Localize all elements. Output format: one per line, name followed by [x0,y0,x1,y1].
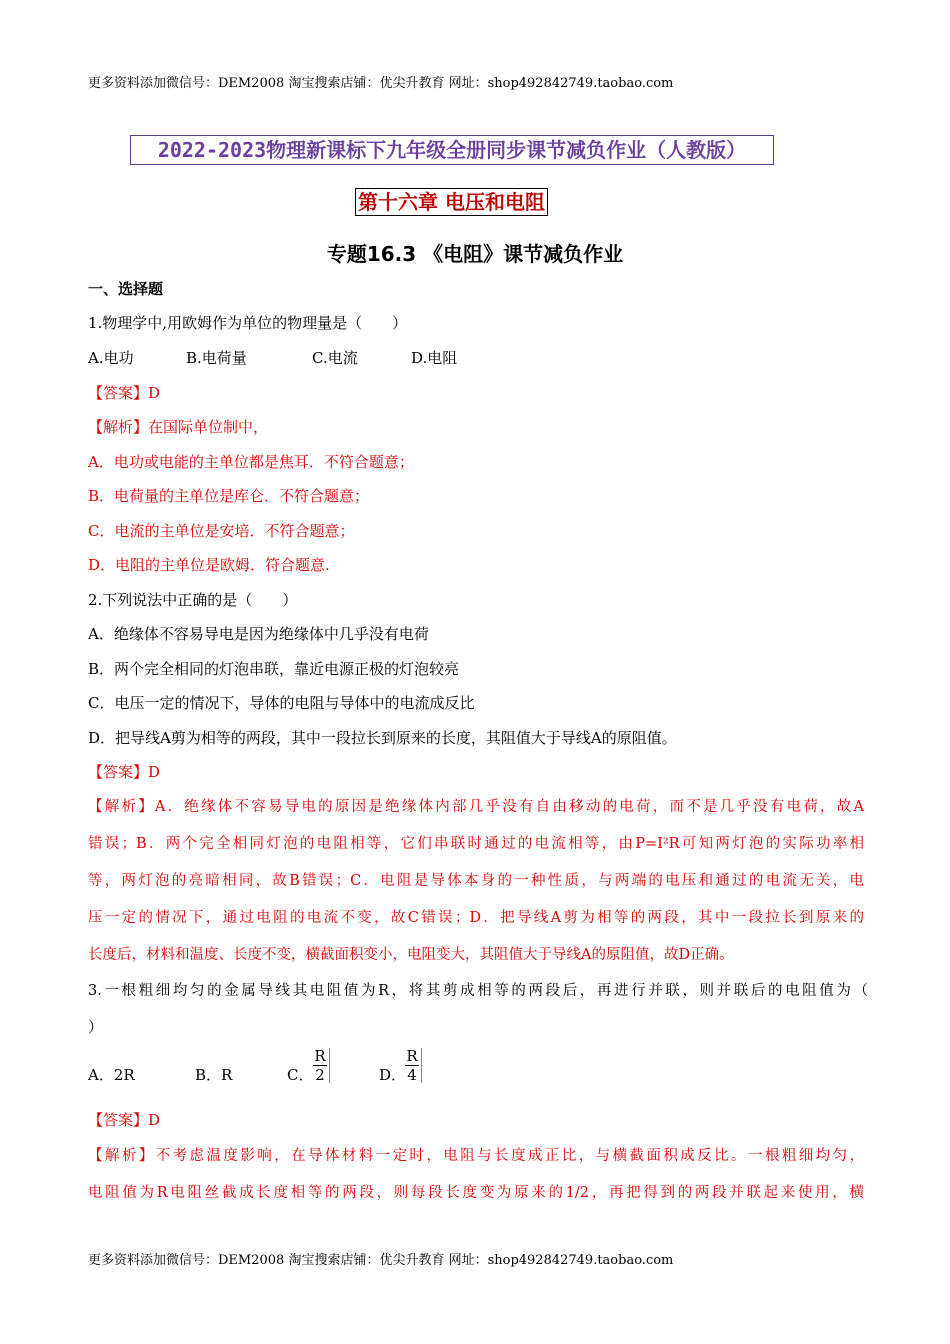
q1-analysis-label: 【解析】 [88,418,149,436]
footer-text: 更多资料添加微信号：DEM2008 淘宝搜索店铺：优尖升教育 网址：shop492842749.taobao.com [88,1253,674,1268]
q3-analysis-line-2: 电阻值为R电阻丝截成长度相等的两段，则每段长度变为原来的1/2，再把得到的两段并联起来使用，横 [88,1185,864,1201]
q3-stem-line-2: ） [88,1018,104,1036]
q1-options [88,348,868,368]
q2-option-a: A．绝缘体不容易导电是因为绝缘体中几乎没有电荷 [88,625,429,643]
q1-analysis-a: A．电功或电能的主单位都是焦耳．不符合题意； [88,453,414,471]
q2-stem: 2.下列说法中正确的是（ ） [88,591,298,609]
fraction-denominator: 2 [315,1066,325,1084]
q1-option-a: A.电功 [88,349,134,367]
q3-stem-line-1: 3.一根粗细均匀的金属导线其电阻值为R，将其剪成相等的两段后，再进行并联，则并联后的电阻值为（ [88,983,868,999]
q2-answer: 【答案】D [88,763,161,781]
section-heading: 一、选择题 [88,280,164,298]
q3-fraction-d [405,1048,419,1083]
q2-analysis-line-4: 压一定的情况下，通过电阻的电流不变，故C错误；D．把导线A剪为相等的两段，其中一段拉长到原来的 [88,910,864,926]
fraction-edge [329,1048,330,1083]
q2-option-d: D．把导线A剪为相等的两段，其中一段拉长到原来的长度，其阻值大于导线A的原阻值。 [88,729,677,747]
q3-analysis-line-1: 【解析】不考虑温度影响，在导体材料一定时，电阻与长度成正比，与横截面积成反比。一根粗细均匀， [88,1148,865,1164]
q3-options [88,1048,868,1092]
q3-option-d: D． [379,1066,407,1084]
q1-option-d: D.电阻 [411,349,458,367]
topic-title: 专题16.3 《电阻》课节减负作业 [326,242,624,266]
q2-option-b: B．两个完全相同的灯泡串联，靠近电源正极的灯泡较亮 [88,660,460,678]
q3-answer: 【答案】D [88,1111,161,1129]
chapter-title: 第十六章 电压和电阻 [355,188,548,216]
q2-analysis-line-3: 等，两灯泡的亮暗相同，故B错误；C．电阻是导体本身的一种性质，与两端的电压和通过的电流无关，电 [88,873,864,889]
q1-analysis-c: C．电流的主单位是安培．不符合题意； [88,522,355,540]
q3-fraction-c [313,1048,327,1083]
q1-option-c: C.电流 [312,349,358,367]
q1-analysis-b: B．电荷量的主单位是库仑．不符合题意； [88,487,370,505]
q2-analysis-line-1: 【解析】A．绝缘体不容易导电的原因是绝缘体内部几乎没有自由移动的电荷，而不是几乎没有电荷，故A [88,799,864,815]
q1-answer: 【答案】D [88,384,161,402]
fraction-numerator: R [314,1047,326,1065]
q1-stem: 1.物理学中,用欧姆作为单位的物理量是（ ） [88,314,408,332]
document-title: 2022-2023物理新课标下九年级全册同步课节减负作业（人教版） [130,135,774,165]
fraction-edge [421,1048,422,1083]
q1-analysis-d: D．电阻的主单位是欧姆．符合题意. [88,556,330,574]
q3-option-c: C． [287,1066,314,1084]
fraction-numerator: R [406,1047,418,1065]
q3-analysis-label: 【解析】 [88,1148,156,1164]
q1-analysis-first: 在国际单位制中， [148,418,269,436]
q2-option-c: C．电压一定的情况下，导体的电阻与导体中的电流成反比 [88,694,475,712]
q3-option-b: B．R [195,1066,233,1084]
q2-analysis-line-5: 长度后，材料和温度、长度不变，横截面积变小，电阻变大，其阻值大于导线A的原阻值，故D正确。 [88,947,734,963]
q3-option-a: A．2R [88,1066,135,1084]
q1-option-b: B.电荷量 [186,349,247,367]
q2-analysis-line-2: 错误；B．两个完全相同灯泡的电阻相等，它们串联时通过的电流相等，由P=I²R可知两灯泡的实际功率相 [88,836,864,852]
fraction-denominator: 4 [407,1066,417,1084]
q2-analysis-label: 【解析】 [88,799,155,815]
header-text: 更多资料添加微信号：DEM2008 淘宝搜索店铺：优尖升教育 网址：shop492842749.taobao.com [88,76,674,91]
q1-analysis-intro [88,417,868,437]
